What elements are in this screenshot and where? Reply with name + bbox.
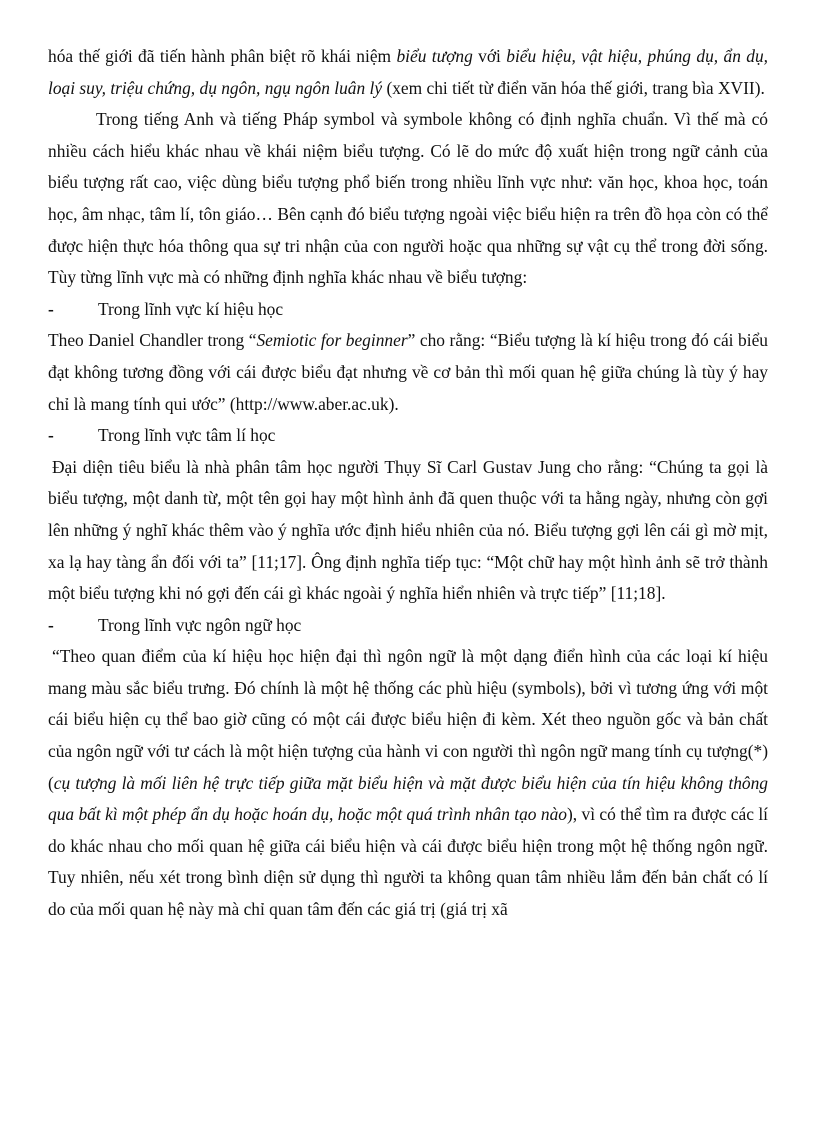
paragraph-linguistics (48, 641, 768, 925)
italic-definition: cụ tượng là mối liên hệ trực tiếp giữa mặt biểu hiện và mặt được biểu hiện của tín hiệu không thông qua bất kì một phép ẩn dụ hoặc hoán dụ, hoặc một quá trình nhân tạo nào (48, 772, 768, 825)
italic-term: biểu tượng (396, 46, 473, 66)
bullet-label: Trong lĩnh vực kí hiệu học (98, 298, 284, 319)
text-run: ), vì có thể tìm ra được các lí do khác nhau cho mối quan hệ giữa cái biểu hiện và cái được biểu hiện trong một hệ thống ngôn ngữ. Tuy nhiên, nếu xét trong bình diện sử dụng thì người ta không quan tâm nhiều lắm đến bản chất có lí do của mối quan hệ này mà chỉ quan tâm đến các giá trị (giá trị xã (48, 804, 768, 920)
bullet-dash: - (48, 298, 54, 319)
italic-book-title: Semiotic for beginner (256, 330, 408, 351)
text-run: hóa thế giới đã tiến hành phân biệt rõ khái niệm (48, 46, 397, 66)
bullet-label: Trong lĩnh vực ngôn ngữ học (98, 614, 302, 635)
text-run: Theo Daniel Chandler trong “ (48, 330, 257, 351)
text-run: với (472, 46, 507, 66)
bullet-semiotics (48, 294, 768, 326)
bullet-dash: - (48, 614, 54, 635)
bullet-dash: - (48, 425, 54, 446)
bullet-label: Trong lĩnh vực tâm lí học (98, 425, 276, 446)
paragraph-jung: Đại diện tiêu biểu là nhà phân tâm học người Thụy Sĩ Carl Gustav Jung cho rằng: “Chúng ta gọi là biểu tượng, một danh từ, một tên gọi hay một hình ảnh đã quen thuộc với ta hằng ngày, nhưng còn gợi lên những ý nghĩ khác thêm vào ý nghĩa ước định hiểu nhiên của nó. Biểu tượng gợi lên cái gì mờ mịt, xa lạ hay tàng ẩn đối với ta” [11;17]. Ông định nghĩa tiếp tục: “Một chữ hay một hình ảnh sẽ trở thành một biểu tượng khi nó gợi đến cái gì khác ngoài ý nghĩa hiển nhiên và trực tiếp” [11;18]. (48, 456, 768, 604)
italic-term-list: biểu hiệu, vật hiệu, phúng dụ, ẩn dụ, loại suy, triệu chứng, dụ ngôn, ngụ ngôn luân lý (48, 46, 769, 98)
bullet-psychology (48, 420, 768, 452)
paragraph-chandler (48, 325, 768, 420)
text-run: (xem chi tiết từ điển văn hóa thế giới, trang bìa XVII). (382, 77, 765, 98)
bullet-linguistics (48, 610, 768, 642)
text-run: ” cho rằng: “Biểu tượng là kí hiệu trong đó cái biểu đạt không tương đồng với cái được biểu đạt nhưng về cơ bản thì mối quan hệ giữa chúng là tùy ý hay chỉ là mang tính qui ước” (http://www.aber.ac.uk). (48, 330, 768, 414)
paragraph-definitions: Trong tiếng Anh và tiếng Pháp symbol và symbole không có định nghĩa chuẩn. Vì thế mà có nhiều cách hiểu khác nhau về khái niệm biểu tượng. Có lẽ do mức độ xuất hiện trong ngữ cảnh của biểu tượng rất cao, việc dùng biểu tượng phổ biến trong nhiều lĩnh vực như: văn học, khoa học, toán học, âm nhạc, tâm lí, tôn giáo… Bên cạnh đó biểu tượng ngoài việc biểu hiện ra trên đồ họa còn có thể được hiện thực hóa thông qua sự tri nhận của con người hoặc qua những sự vật cụ thể trong đời sống. Tùy từng lĩnh vực mà có những định nghĩa khác nhau về biểu tượng: (48, 109, 768, 288)
text-run: “Theo quan điểm của kí hiệu học hiện đại thì ngôn ngữ là một dạng điển hình của các loại kí hiệu mang màu sắc biểu trưng. Đó chính là một hệ thống các phù hiệu (symbols), bởi vì tương ứng với một cái biểu hiện cụ thể bao giờ cũng có một cái được biểu hiện đi kèm. Xét theo nguồn gốc và bản chất của ngôn ngữ với tư cách là một hiện tượng của hành vi con người thì ngôn ngữ mang tính cụ tượng(*)( (48, 646, 768, 793)
paragraph-intro (48, 41, 768, 104)
